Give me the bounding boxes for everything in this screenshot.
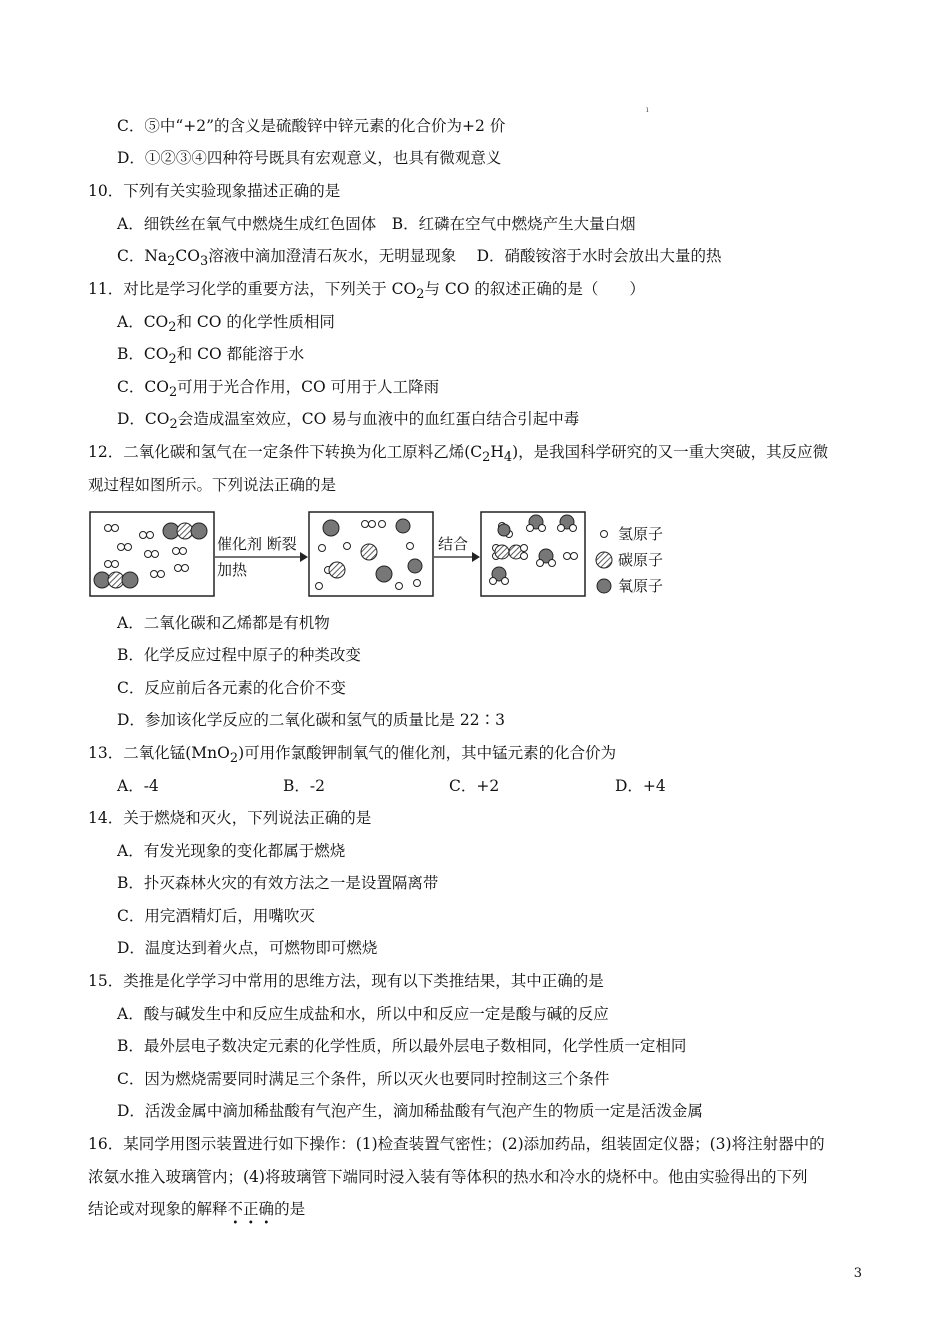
q16-stem-line3: 结论或对现象的解释不正确的是 xyxy=(88,1200,306,1218)
q16-stem-line1: 16．某同学用图示装置进行如下操作：(1)检查装置气密性；(2)添加药品，组装固定仪器；(3)将注射器中的 xyxy=(88,1135,825,1153)
arrow2-label: 结合 xyxy=(438,535,469,553)
page-number: 3 xyxy=(853,1266,862,1281)
legend-oxygen: 氧原子 xyxy=(618,577,664,595)
product-molecules xyxy=(490,515,578,585)
q9-option-d: D．①②③④四种符号既具有宏观意义，也具有微观意义 xyxy=(117,149,502,167)
q15-stem: 15．类推是化学学习中常用的思维方法，现有以下类推结果，其中正确的是 xyxy=(88,972,604,990)
q14-option-d: D．温度达到着火点，可燃物即可燃烧 xyxy=(117,939,378,957)
q15-option-a: A．酸与碱发生中和反应生成盐和水，所以中和反应一定是酸与碱的反应 xyxy=(117,1005,609,1023)
q11-option-d: D．$CO_2$会造成温室效应，CO 易与血液中的血红蛋白结合引起中毒 xyxy=(117,410,580,433)
q11-option-c: C．$CO_2$可用于光合作用，CO 可用于人工降雨 xyxy=(117,378,440,401)
q12-option-b: B．化学反应过程中原子的种类改变 xyxy=(117,646,361,664)
legend-hydrogen: 氢原子 xyxy=(618,525,664,543)
hydrogen-atom-icon xyxy=(601,531,608,538)
q12-stem-line1: 12．二氧化碳和氢气在一定条件下转换为化工原料乙烯$(C_2H_4)$，是我国科学研究的又一重大突破，其反应微 xyxy=(88,443,829,466)
scan-mark: ı xyxy=(646,105,649,114)
arrow-break xyxy=(215,535,308,579)
q12-stem-line2: 观过程如图所示。下列说法正确的是 xyxy=(88,476,337,494)
q11-option-a: A．$CO_2$和 CO 的化学性质相同 xyxy=(117,313,335,336)
q11-stem: 11．对比是学习化学的重要方法，下列关于 $CO_2$与 CO 的叙述正确的是（ ） xyxy=(88,280,645,303)
arrow1-bottom-label: 加热 xyxy=(217,561,248,579)
q10-stem: 10．下列有关实验现象描述正确的是 xyxy=(88,182,341,200)
q15-option-b: B．最外层电子数决定元素的化学性质，所以最外层电子数相同，化学性质一定相同 xyxy=(117,1037,687,1055)
legend-carbon: 碳原子 xyxy=(618,551,664,569)
arrow-combine xyxy=(434,535,480,562)
q13-option-a: A．-4 xyxy=(117,777,159,795)
q12-option-d: D．参加该化学反应的二氧化碳和氢气的质量比是 22∶3 xyxy=(117,711,505,729)
q13-option-d: D．+4 xyxy=(615,777,666,795)
q14-option-a: A．有发光现象的变化都属于燃烧 xyxy=(117,842,346,860)
q16-stem-line2: 浓氨水推入玻璃管内；(4)将玻璃管下端同时浸入装有等体积的热水和冷水的烧杯中。他由实验得出的下列 xyxy=(88,1168,808,1186)
q10-options-ab: A．细铁丝在氧气中燃烧生成红色固体 B．红磷在空气中燃烧产生大量白烟 xyxy=(117,215,636,233)
legend xyxy=(596,525,663,595)
reactant-molecules xyxy=(94,523,207,588)
arrow1-top-label: 催化剂 断裂 xyxy=(217,535,297,553)
q9-option-c: C．⑤中“+2”的含义是硫酸锌中锌元素的化合价为+2 价 xyxy=(117,117,506,135)
q14-stem: 14．关于燃烧和灭火，下列说法正确的是 xyxy=(88,809,372,827)
q15-option-c: C．因为燃烧需要同时满足三个条件，所以灭火也要同时控制这三个条件 xyxy=(117,1070,610,1088)
q11-option-b: B．$CO_2$和 CO 都能溶于水 xyxy=(117,345,305,368)
carbon-atom-icon xyxy=(596,552,612,568)
oxygen-atom-icon xyxy=(597,579,611,593)
reaction-diagram xyxy=(88,508,688,600)
q14-option-c: C．用完酒精灯后，用嘴吹灭 xyxy=(117,907,315,925)
q13-option-c: C．+2 xyxy=(449,777,500,795)
q13-options xyxy=(117,776,781,796)
q15-option-d: D．活泼金属中滴加稀盐酸有气泡产生，滴加稀盐酸有气泡产生的物质一定是活泼金属 xyxy=(117,1102,703,1120)
q12-option-a: A．二氧化碳和乙烯都是有机物 xyxy=(117,614,330,632)
q10-options-cd: C．$Na_2CO_3$溶液中滴加澄清石灰水，无明显现象 D．硝酸铵溶于水时会放出大量的热 xyxy=(117,247,722,270)
q13-option-b: B．-2 xyxy=(283,777,325,795)
q13-stem: 13．二氧化锰(MnO$_2$)可用作氯酸钾制氧气的催化剂，其中锰元素的化合价为 xyxy=(88,744,617,767)
q14-option-b: B．扑灭森林火灾的有效方法之一是设置隔离带 xyxy=(117,874,439,892)
q12-option-c: C．反应前后各元素的化合价不变 xyxy=(117,679,346,697)
separated-atoms xyxy=(316,519,423,590)
